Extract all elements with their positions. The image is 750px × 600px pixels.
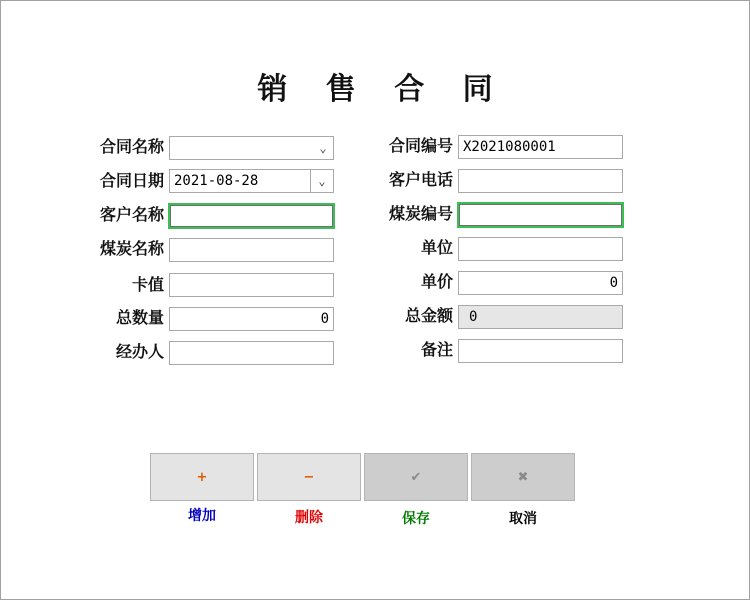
contract-date-value: 2021-08-28 — [174, 173, 259, 189]
plus-icon: + — [196, 469, 208, 485]
chevron-down-icon[interactable]: ⌄ — [319, 141, 327, 155]
coal-code-label: 煤炭编号 — [388, 204, 453, 223]
close-icon: ✖ — [517, 469, 529, 485]
contract-no-label: 合同编号 — [388, 136, 453, 155]
calorific-value-label: 卡值 — [131, 275, 164, 294]
add-button-label[interactable]: 增加 — [188, 508, 216, 524]
remark-input[interactable] — [458, 339, 623, 363]
contract-date-picker[interactable] — [169, 169, 334, 193]
handler-input[interactable] — [169, 341, 334, 365]
contract-name-select[interactable] — [169, 136, 334, 160]
customer-name-label: 客户名称 — [99, 205, 164, 224]
contract-name-label: 合同名称 — [99, 137, 164, 156]
total-amount-field: 0 — [458, 305, 623, 329]
customer-name-input[interactable] — [168, 203, 335, 229]
delete-button-label[interactable]: 删除 — [295, 510, 323, 526]
unit-price-label: 单价 — [420, 272, 453, 291]
minus-icon: − — [303, 469, 315, 485]
total-quantity-label: 总数量 — [115, 308, 164, 327]
coal-code-input[interactable] — [457, 202, 624, 228]
page-title: 销 售 合 同 — [257, 72, 507, 107]
checkmark-icon: ✔ — [410, 469, 422, 485]
remark-label: 备注 — [420, 340, 453, 359]
unit-price-input[interactable]: 0 — [458, 271, 623, 295]
delete-button[interactable] — [257, 453, 361, 501]
save-button[interactable] — [364, 453, 468, 501]
total-amount-label: 总金额 — [404, 306, 453, 325]
customer-phone-input[interactable] — [458, 169, 623, 193]
calorific-value-input[interactable] — [169, 273, 334, 297]
chevron-down-icon[interactable]: ⌄ — [310, 170, 333, 192]
contract-no-input[interactable]: X2021080001 — [458, 135, 623, 159]
add-button[interactable] — [150, 453, 254, 501]
contract-date-label: 合同日期 — [99, 171, 164, 190]
customer-phone-label: 客户电话 — [388, 170, 453, 189]
unit-label: 单位 — [420, 238, 453, 257]
save-button-label[interactable]: 保存 — [402, 511, 430, 527]
total-quantity-input[interactable]: 0 — [169, 307, 334, 331]
cancel-button[interactable] — [471, 453, 575, 501]
coal-name-label: 煤炭名称 — [99, 239, 164, 258]
cancel-button-label[interactable]: 取消 — [509, 511, 537, 527]
unit-input[interactable] — [458, 237, 623, 261]
handler-label: 经办人 — [115, 342, 164, 361]
coal-name-input[interactable] — [169, 238, 334, 262]
